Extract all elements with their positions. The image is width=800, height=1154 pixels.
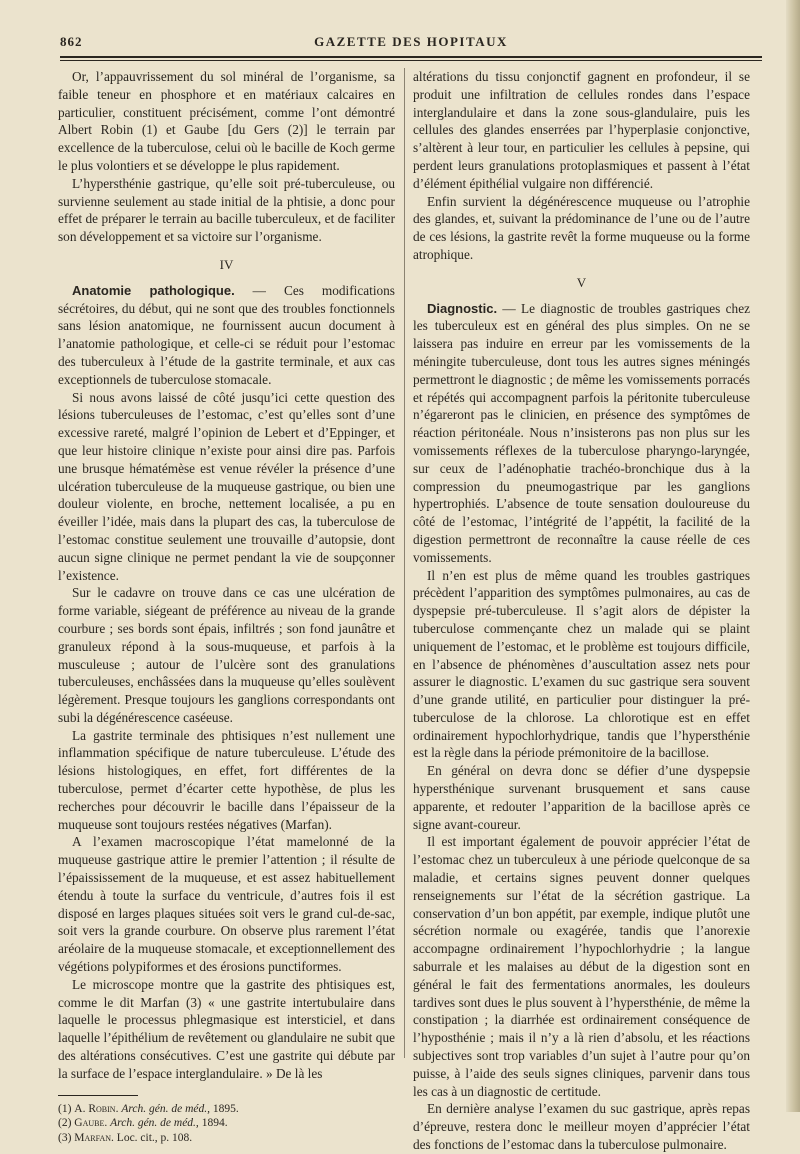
section-heading: Diagnostic.	[427, 300, 498, 316]
footnote-rule	[58, 1095, 138, 1096]
section-heading: Anatomie pathologique.	[72, 282, 235, 298]
paragraph: altérations du tissu conjonctif gagnent en profondeur, il se produit une infiltration de cellules rondes dans l’espace interglandulaire et dans la zone sous-glandulaire, puis les cellules des glandes enserrées par l’hyperplasie conjonctive, s’altèrent à leur tour, en particulier les cellules à pepsine, qui perdent leurs granulations protoplasmiques et passent à l’état d’élément épithélial vulgaire non différencié.	[413, 69, 750, 191]
section-number: IV	[219, 256, 234, 272]
right-column	[413, 68, 750, 1153]
footnote-source: Loc. cit., p. 108.	[116, 1131, 193, 1144]
footnote-author: Marfan.	[74, 1131, 114, 1144]
page-number: 862	[60, 34, 83, 49]
footnote-number: (1)	[58, 1102, 72, 1115]
paragraph: L’hypersthénie gastrique, qu’elle soit pré-tuberculeuse, ou survienne seulement au stade initial de la phtisie, a donc pour effet de préparer le terrain au bacille tuberculeux, et de faciliter son développement et sa victoire sur l’organisme.	[58, 175, 395, 245]
footnote-number: (3)	[58, 1131, 72, 1144]
footnote	[58, 1131, 395, 1146]
paragraph: Enfin survient la dégénérescence muqueuse ou l’atrophie des glandes, et, suivant la prédominance de l’une ou de l’autre de ces lésions, la gastrite revêt la forme muqueuse ou la forme atrophique.	[413, 193, 750, 262]
section-number: V	[576, 274, 587, 290]
paragraph	[413, 300, 750, 567]
paragraph	[58, 282, 395, 389]
paragraph: Or, l’appauvrissement du sol minéral de l’organisme, sa faible teneur en phosphore et en matériaux calcaires en particulier, constituent précisément, comme l’ont démontré Albert Robin (1) et Gaube [du Gers (2)] le terrain par excellence de la tuberculose, celui où le bacille de Koch germe le plus volontiers et se développe le plus rapidement.	[58, 69, 395, 173]
footnote-author: A. Robin.	[74, 1102, 119, 1115]
footnote	[58, 1102, 395, 1117]
paragraph-text: — Le diagnostic de troubles gastriques chez les tuberculeux est en général des plus simples. On ne se laissera pas induire en erreur par les vomissements de la méningite tuberculeuse, dont tous les autres signes méningés permettront le diagnostic ; de même les vomissements porracés et répétés qui accompagnent parfois la péritonite tuberculeuse n’égareront pas le clinicien, en présence des symptômes de réaction péritonéale. Nous n’insisterons pas non plus sur les vomissements réflexes de la tuberculose pharyngo-laryngée, sur ceux de l’adénophatie trachéo-bronchique dus à la compression du pneumogastrique par les ganglions hypertrophiés. L’absence de toute sensation douloureuse du côté de l’estomac, l’intégrité de l’appétit, la facilité de la digestion permettront de reconnaître la cause réelle de ces vomissements.	[413, 300, 750, 565]
header-rule-thin	[60, 60, 762, 61]
page-header	[60, 34, 762, 54]
paragraph: En dernière analyse l’examen du suc gastrique, après repas d’épreuve, restera donc le meilleur moyen d’apprécier l’état des fonctions de l’estomac dans la tuberculose pulmonaire.	[413, 1101, 750, 1153]
paragraph: Le microscope montre que la gastrite des phtisiques est, comme le dit Marfan (3) « une gastrite intertubulaire dans laquelle le processus phlegmasique est intersticiel, et dans laquelle l’épithélium de revêtement ou glandulaire ne subit que des altérations consécutives. C’est une gastrite qui débute par la surface de l’espace interglandulaire. » De là les	[58, 976, 395, 1081]
footnote	[58, 1116, 395, 1131]
paragraph: Sur le cadavre on trouve dans ce cas une ulcération de forme variable, siégeant de préférence au niveau de la grande courbure ; ses bords sont épais, infiltrés ; son fond jaunâtre et granuleux répond à la sous-muqueuse, et parfois à la musculeuse ; autour de l’ulcère sont des granulations tuberculeuses, enchâssées dans la muqueuse qu’elles soulèvent légèrement. Presque toujours les ganglions correspondants ont subi la dégénérescence caséeuse.	[58, 585, 395, 725]
footnote-number: (2)	[58, 1117, 72, 1130]
paragraph: Si nous avons laissé de côté jusqu’ici cette question des lésions tuberculeuses de l’estomac, c’est qu’elles sont d’une excessive rareté, malgré l’opinion de Lebert et d’Eppinger, et que leur histoire clinique n’existe pour ainsi dire pas. Parfois une brusque hématémèse est venue révéler la présence d’une ulcération tuberculeuse de la muqueuse gastrique, ou bien une douleur violente, en broche, nettement localisée, a pu en éveiller l’idée, mais dans la plupart des cas, la tuberculose de l’estomac constitue seulement une trouvaille d’autopsie, dont aucun signe clinique ne permet pendant la vie de soupçonner l’existence.	[58, 389, 395, 583]
paragraph-text: — Ces modifications sécrétoires, du début, qui ne sont que des troubles fonctionnels sans lésion anatomique, ne fournissent aucun document à l’anatomie pathologique, et celle-ci se réduit pour l’estomac des tuberculeux à l’étude de la gastrite terminale, et aux cas exceptionnels de tuberculose stomacale.	[58, 282, 395, 387]
footnote-author: Gaube.	[74, 1117, 108, 1130]
column-divider	[404, 68, 405, 1058]
footnote-source: Arch. gén. de méd.,	[110, 1117, 199, 1130]
paragraph: A l’examen macroscopique l’état mamelonné de la muqueuse gastrique attire le premier l’attention ; il résulte de l’épaississement de la muqueuse, et est assez habituellement étendu à toute la surface du ventricule, d’autres fois il est disposé en larges plaques situées soit vers le grand cul-de-sac, soit vers la grande courbure. On observe plus rarement l’état aréolaire de la muqueuse stomacale, et exceptionnellement des végétions polypiformes et des érosions punctiformes.	[58, 834, 395, 975]
paragraph: Il est important également de pouvoir apprécier l’état de l’estomac chez un tuberculeux à une période quelconque de sa maladie, et certains signes peuvent donner quelques renseignements sur l’état de la sécrétion gastrique. La conservation d’un bon appétit, par exemple, indique plutôt une sécrétion normale ou exagérée, tandis que l’anorexie accompagne ordinairement l’hypochlorhydrie ; la langue saburrale et les malaises au début de la digestion sont en général le fait des fermentations anormales, les douleurs tardives sont dues le plus souvent à l’hypersthénie, de même la constipation ; la diarrhée est ordinairement conséquence de l’hyposthénie ; mais il n’y a là rien d’absolu, et les réactions subjectives sont trop variables d’un sujet à l’autre pour qu’on puisse, à l’aide des seuls signes cliniques, parvenir dans tous les cas à un diagnostic de certitude.	[413, 834, 750, 1099]
footnote-source: Arch. gén. de méd.,	[121, 1102, 210, 1115]
footnote-year: 1895.	[212, 1102, 239, 1115]
page-edge-shadow	[786, 0, 800, 1112]
paragraph: Il n’en est plus de même quand les troubles gastriques précèdent l’apparition des symptômes pulmonaires, au cas de dyspepsie pré-tuberculeuse. Il s’agit alors de dépister la tuberculose commençante chez un malade qui se plaint uniquement de l’estomac, et le problème est toujours difficile, en l’absence de phénomènes d’auscultation assez nets pour assurer le diagnostic. L’examen du suc gastrique sera souvent d’une grande utilité, en particulier pour distinguer la pré-tuberculose de la chlorose. La chlorotique est en effet ordinairement hypochlorhydrique, tandis que l’hypersthénie est la règle dans la période prémonitoire de la bacillose.	[413, 567, 750, 761]
running-title: GAZETTE DES HOPITAUX	[314, 34, 508, 49]
header-rule-thick	[60, 56, 762, 58]
paragraph: En général on devra donc se défier d’une dyspepsie hypersthénique survenant brusquement et sans cause apparente, et redouter l’apparition de la bacillose après ce signe avant-coureur.	[413, 763, 750, 832]
paragraph: La gastrite terminale des phtisiques n’est nullement une inflammation spécifique de nature tuberculeuse. L’étude des lésions histologiques, en effet, fort différentes de la tuberculose, permet d’écarter cette hypothèse, de plus les recherches pour découvrir le bacille dans l’épaisseur de la muqueuse sont toujours restées négatives (Marfan).	[58, 727, 395, 832]
left-column	[58, 68, 395, 1144]
footnote-year: 1894.	[201, 1117, 228, 1130]
